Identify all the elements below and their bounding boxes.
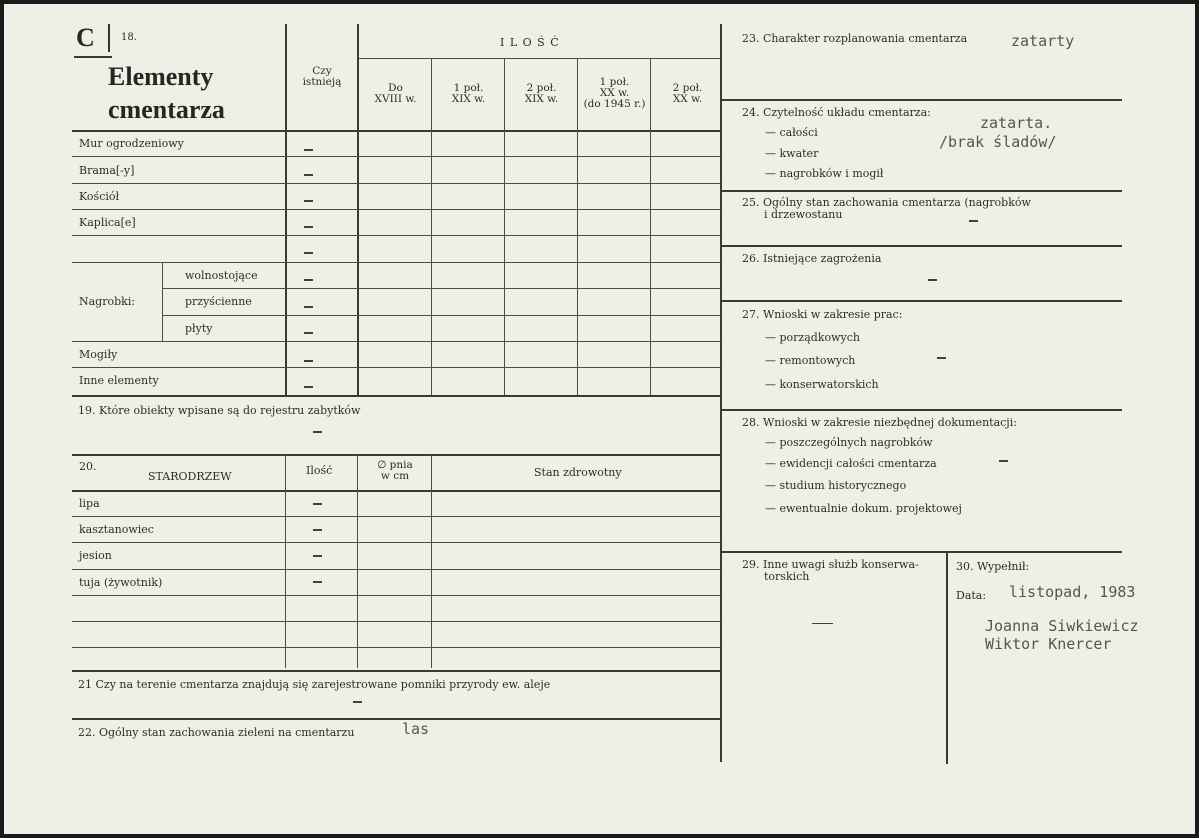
value-dash	[304, 252, 313, 254]
value-dash	[304, 386, 313, 388]
section-22-value: las	[402, 720, 430, 738]
section-27-item-remontowych: — remontowych	[765, 354, 856, 367]
row-label-inne: Inne elementy	[79, 374, 159, 387]
nagrobki-label: Nagrobki:	[79, 295, 136, 308]
row-label-wolnostojace: wolnostojące	[185, 269, 258, 282]
section-23-label: 23. Charakter rozplanowania cmentarza	[742, 32, 968, 45]
section-28-item-projektowej: — ewentualnie dokum. projektowej	[765, 502, 962, 515]
value-dash	[304, 226, 313, 228]
value-dash	[304, 174, 313, 176]
ilosc-header: I L O Ś Ć	[500, 36, 560, 49]
section-20-number: 20.	[79, 460, 97, 473]
section-letter-box	[74, 24, 110, 52]
row-label-kosciol: Kościół	[79, 190, 120, 203]
section-letter: C	[76, 23, 95, 52]
elements-title-line1: Elementy	[108, 62, 214, 91]
form-sheet	[4, 4, 1195, 834]
period-header-xviii: Do XVIII w.	[374, 82, 417, 105]
period-header-1pol-xix: 1 poł. XIX w.	[451, 82, 486, 105]
section-28-item-studium: — studium historycznego	[765, 479, 907, 492]
starodrzew-heading: STARODRZEW	[148, 470, 232, 483]
value-dash	[313, 529, 322, 531]
section-28-value-dash	[999, 460, 1008, 462]
row-label-mogily: Mogiły	[79, 348, 118, 361]
section-24-value-line1: zatarta.	[980, 114, 1053, 132]
row-label-mur: Mur ogrodzeniowy	[79, 137, 184, 150]
section-27-value-dash	[937, 357, 946, 359]
value-dash	[304, 200, 313, 202]
col-pnia-header: ∅ pnia w cm	[377, 459, 413, 482]
section-26-label: 26. Istniejące zagrożenia	[742, 252, 882, 265]
section-21-label: 21 Czy na terenie cmentarza znajdują się zarejestrowane pomniki przyrody ew. aleje	[78, 678, 551, 691]
period-header-2pol-xix: 2 poł. XIX w.	[524, 82, 559, 105]
value-dash	[304, 149, 313, 151]
value-dash	[304, 332, 313, 334]
section-24-item-kwater: — kwater	[765, 147, 819, 160]
section-24-value-line2: /brak śladów/	[939, 133, 1057, 151]
col-ilosc-header: Ilość	[306, 464, 333, 477]
value-dash	[313, 555, 322, 557]
row-label-brama: Brama[-y]	[79, 164, 135, 177]
section-23-value: zatarty	[1011, 32, 1075, 50]
value-dash	[313, 503, 322, 505]
section-24-label: 24. Czytelność układu cmentarza:	[742, 106, 931, 119]
section-19-value-dash	[313, 431, 322, 433]
section-30-label: 30. Wypełnił:	[956, 560, 1030, 573]
section-29-value-dash	[812, 623, 833, 624]
section-27-item-konserwatorskich: — konserwatorskich	[765, 378, 879, 391]
tree-jesion: jesion	[79, 549, 112, 562]
section-25-value-dash	[969, 220, 978, 222]
section-29-label-line2: torskich	[764, 570, 810, 583]
section-29-label-line1: 29. Inne uwagi służb konserwa-	[742, 558, 919, 571]
value-dash	[313, 581, 322, 583]
row-label-przyscienne: przyścienne	[185, 295, 252, 308]
value-dash	[304, 306, 313, 308]
czy-istnieja-header: Czy istnieją	[302, 65, 342, 88]
section-24-item-nagrobkow: — nagrobków i mogił	[765, 167, 884, 180]
period-header-2pol-xx: 2 poł. XX w.	[672, 82, 703, 105]
tree-tuja: tuja (żywotnik)	[79, 576, 163, 589]
tree-lipa: lipa	[79, 497, 100, 510]
section-30-date-value: listopad, 1983	[1009, 583, 1136, 601]
col-stan-header: Stan zdrowotny	[534, 466, 622, 479]
section-22-label: 22. Ogólny stan zachowania zieleni na cmentarzu	[78, 726, 355, 739]
section-24-item-calosci: — całości	[765, 126, 818, 139]
row-label-plyty: płyty	[185, 322, 213, 335]
tree-kasztanowiec: kasztanowiec	[79, 523, 154, 536]
section-27-label: 27. Wnioski w zakresie prac:	[742, 308, 903, 321]
elements-title-line2: cmentarza	[108, 95, 225, 124]
section-26-value-dash	[928, 279, 937, 281]
row-label-kaplica: Kaplica[e]	[79, 216, 136, 229]
period-header-1pol-xx: 1 poł. XX w. (do 1945 r.)	[583, 76, 646, 110]
section-21-value-dash	[353, 701, 362, 703]
section-28-item-ewidencji: — ewidencji całości cmentarza	[765, 457, 937, 470]
section-25-label-line1: 25. Ogólny stan zachowania cmentarza (nagrobków	[742, 196, 1031, 209]
section-28-label: 28. Wnioski w zakresie niezbędnej dokumentacji:	[742, 416, 1017, 429]
section-25-label-line2: i drzewostanu	[764, 208, 843, 221]
section-28-item-nagrobkow: — poszczególnych nagrobków	[765, 436, 933, 449]
section-30-name-2: Wiktor Knercer	[985, 635, 1112, 653]
section-30-name-1: Joanna Siwkiewicz	[985, 617, 1139, 635]
value-dash	[304, 279, 313, 281]
section-27-item-porzadkowych: — porządkowych	[765, 331, 860, 344]
value-dash	[304, 360, 313, 362]
section-18-number: 18.	[121, 32, 137, 43]
section-30-date-label: Data:	[956, 589, 987, 602]
section-19-label: 19. Które obiekty wpisane są do rejestru zabytków	[78, 404, 361, 417]
